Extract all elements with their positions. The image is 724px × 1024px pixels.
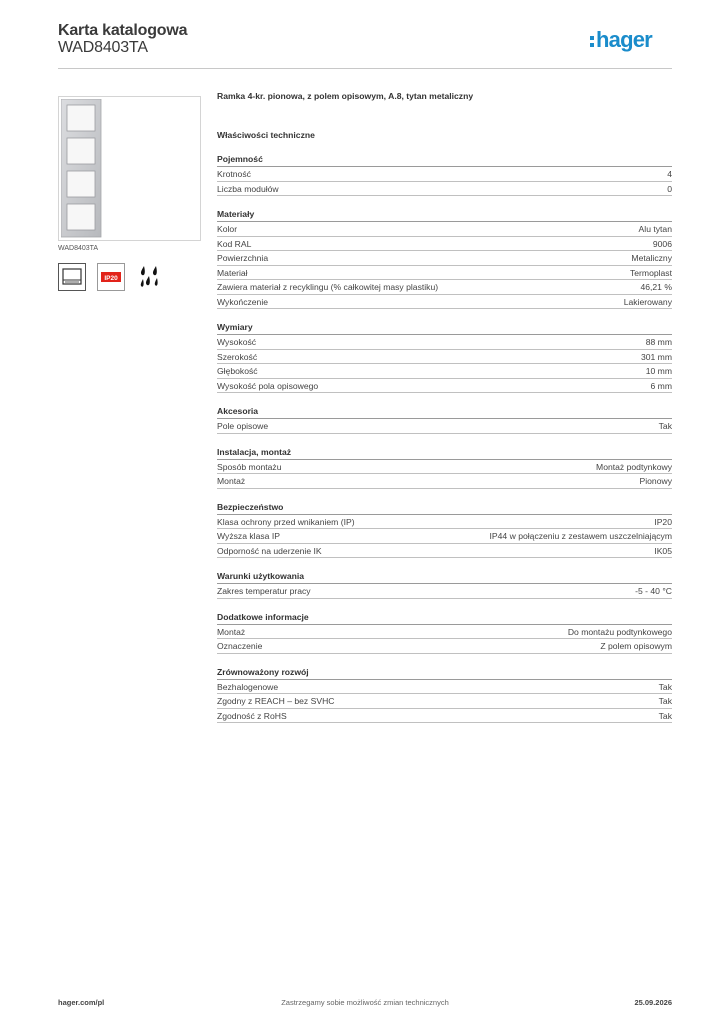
spec-label: Montaż [217, 626, 246, 637]
page-footer [58, 998, 672, 1012]
spec-value: 9006 [652, 238, 672, 249]
spec-value: 0 [667, 183, 672, 194]
spec-label: Pole opisowe [217, 421, 269, 431]
spec-label: Zakres temperatur pracy [217, 586, 311, 596]
spec-label: Szerokość [217, 351, 258, 362]
spec-value: 46,21 % [640, 282, 672, 292]
spec-label: Zgodność z RoHS [217, 710, 287, 721]
section-title: Pojemność [217, 153, 672, 167]
spec-label: Głębokość [217, 366, 258, 376]
spec-row [217, 251, 672, 266]
spec-section [217, 611, 672, 654]
section-title: Dodatkowe informacje [217, 611, 672, 625]
spec-row [217, 460, 672, 475]
spec-label: Zawiera materiał z recyklingu (% całkowitej masy plastiku) [217, 282, 439, 292]
product-code: WAD8403TA [58, 39, 148, 56]
spec-value: 6 mm [650, 380, 672, 391]
document-title: Karta katalogowa [58, 22, 188, 39]
spec-label: Kolor [217, 224, 238, 234]
spec-row [217, 364, 672, 379]
page-header [58, 20, 672, 70]
spec-label: Montaż [217, 476, 246, 486]
spec-label: Odporność na uderzenie IK [217, 545, 322, 556]
spec-row [217, 295, 672, 310]
spec-row [217, 266, 672, 281]
spec-section [217, 666, 672, 724]
spec-value: 4 [667, 169, 672, 179]
spec-value: IP20 [654, 516, 672, 527]
spec-row [217, 544, 672, 559]
svg-text:hager: hager [596, 27, 652, 52]
spec-label: Powierzchnia [217, 253, 269, 263]
spec-row [217, 694, 672, 709]
feature-icons [58, 263, 168, 295]
section-title: Akcesoria [217, 405, 672, 419]
spec-section [217, 446, 672, 489]
spec-value: IP44 w połączeniu z zestawem uszczelniającym [489, 531, 672, 541]
spec-value: 301 mm [640, 351, 672, 362]
product-image [61, 99, 119, 239]
spec-value: Z polem opisowym [600, 641, 672, 651]
spec-section [217, 321, 672, 393]
spec-value: Do montażu podtynkowego [567, 626, 672, 637]
spec-label: Krotność [217, 169, 251, 179]
spec-value: Montaż podtynkowy [596, 461, 672, 472]
spec-value: Tak [658, 696, 672, 706]
spec-value: Alu tytan [638, 224, 672, 234]
spec-row [217, 335, 672, 350]
spec-value: Lakierowany [623, 296, 672, 307]
section-title: Wymiary [217, 321, 672, 335]
spec-section [217, 153, 672, 196]
spec-row [217, 379, 672, 394]
spec-row [217, 680, 672, 695]
spec-value: Tak [658, 710, 672, 721]
spec-row [217, 709, 672, 724]
spec-section [217, 501, 672, 559]
spec-row [217, 639, 672, 654]
spec-row [217, 474, 672, 489]
spec-row [217, 584, 672, 599]
ip20-icon [97, 263, 125, 291]
spec-label: Wyższa klasa IP [217, 531, 280, 541]
wall-mount-icon [58, 263, 86, 291]
spec-label: Liczba modułów [217, 183, 279, 194]
spec-value: Pionowy [639, 476, 672, 486]
spec-value: 10 mm [645, 366, 672, 376]
spec-label: Sposób montażu [217, 461, 282, 472]
spec-label: Bezhalogenowe [217, 681, 279, 692]
technical-properties-heading: Właściwości techniczne [217, 130, 315, 140]
spec-section [217, 570, 672, 599]
spec-value: Metaliczny [631, 253, 672, 263]
section-title: Bezpieczeństwo [217, 501, 672, 515]
spec-row [217, 222, 672, 237]
spec-section [217, 405, 672, 434]
spec-label: Kod RAL [217, 238, 252, 249]
footer-website: hager.com/pl [58, 998, 105, 1007]
spec-row [217, 419, 672, 434]
spec-value: 88 mm [645, 337, 672, 347]
specifications-panel [217, 90, 672, 723]
spec-label: Zgodny z REACH – bez SVHC [217, 696, 335, 706]
spec-row [217, 350, 672, 365]
spec-section [217, 208, 672, 309]
svg-text:IP20: IP20 [104, 275, 118, 282]
spec-value: Termoplast [629, 267, 672, 278]
spec-row [217, 167, 672, 182]
hager-logo [588, 26, 672, 56]
header-divider [58, 68, 672, 69]
spec-value: -5 - 40 °C [635, 586, 672, 596]
spec-row [217, 625, 672, 640]
spec-row [217, 280, 672, 295]
section-title: Instalacja, montaż [217, 446, 672, 460]
spec-label: Oznaczenie [217, 641, 263, 651]
spec-label: Klasa ochrony przed wnikaniem (IP) [217, 516, 355, 527]
spec-sections [217, 153, 672, 723]
spec-label: Wykończenie [217, 296, 269, 307]
section-title: Materiały [217, 208, 672, 222]
spec-row [217, 182, 672, 197]
section-title: Warunki użytkowania [217, 570, 672, 584]
spec-value: Tak [658, 681, 672, 692]
section-title: Zrównoważony rozwój [217, 666, 672, 680]
spec-row [217, 515, 672, 530]
spec-label: Materiał [217, 267, 248, 278]
spec-row [217, 529, 672, 544]
spec-value: Tak [658, 421, 672, 431]
water-drops-icon [136, 263, 164, 291]
spec-label: Wysokość [217, 337, 257, 347]
spec-row [217, 237, 672, 252]
image-caption: WAD8403TA [58, 245, 99, 252]
product-description: Ramka 4-kr. pionowa, z polem opisowym, A.8, tytan metaliczny [217, 91, 474, 101]
spec-value: IK05 [654, 545, 672, 556]
footer-notice: Zastrzegamy sobie możliwość zmian technicznych [281, 998, 449, 1007]
spec-label: Wysokość pola opisowego [217, 380, 319, 391]
footer-date: 25.09.2026 [634, 998, 672, 1007]
